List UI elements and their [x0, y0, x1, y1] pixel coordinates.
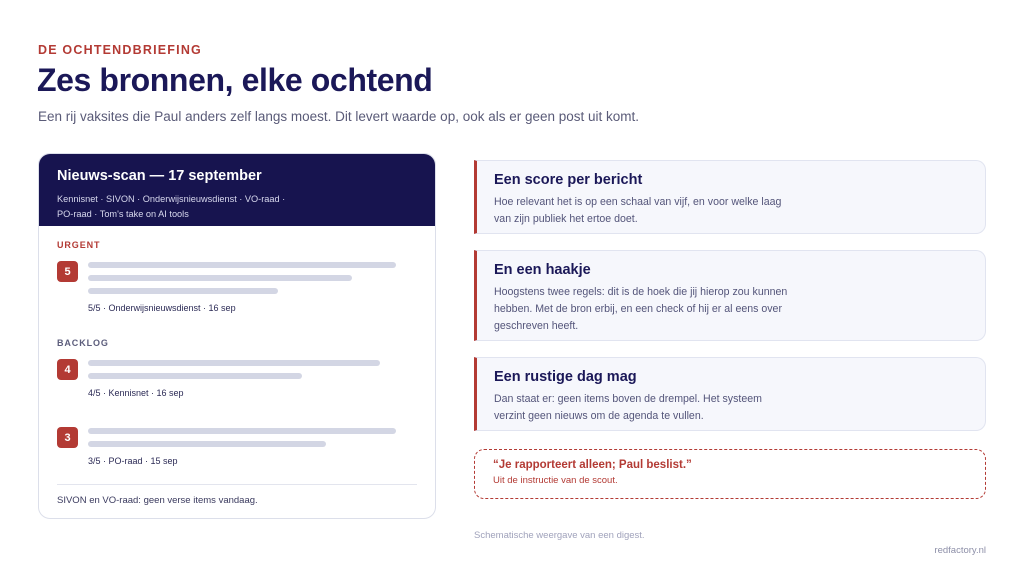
placeholder-line: [88, 360, 380, 366]
digest-divider: [57, 484, 417, 485]
score-badge: 3: [57, 427, 78, 448]
item-meta: 4/5 · Kennisnet · 16 sep: [88, 388, 184, 398]
item-meta: 5/5 · Onderwijsnieuwsdienst · 16 sep: [88, 303, 236, 313]
digest-title: Nieuws-scan — 17 september: [57, 168, 262, 184]
page-title: Zes bronnen, elke ochtend: [37, 62, 433, 98]
digest-sources-line: PO-raad · Tom's take on AI tools: [57, 209, 189, 219]
feature-title: En een haakje: [494, 262, 591, 278]
feature-title: Een rustige dag mag: [494, 369, 637, 385]
digest-sources: [57, 192, 307, 222]
placeholder-line: [88, 373, 302, 379]
feature-card-score: [474, 160, 986, 234]
feature-card-quiet-day: [474, 357, 986, 431]
score-badge: 5: [57, 261, 78, 282]
urgent-label: URGENT: [57, 240, 101, 250]
feature-body: Dan staat er: geen items boven de drempel. Het systeem verzint geen nieuws om de agenda te vullen.: [494, 393, 762, 422]
score-badge: 4: [57, 359, 78, 380]
quote-source: Uit de instructie van de scout.: [493, 475, 618, 486]
backlog-label: BACKLOG: [57, 338, 109, 348]
quote-text: “Je rapporteert alleen; Paul beslist.”: [493, 459, 692, 471]
placeholder-line: [88, 275, 352, 281]
placeholder-line: [88, 441, 326, 447]
feature-title: Een score per bericht: [494, 172, 643, 188]
digest-sources-line: Kennisnet · SIVON · Onderwijsnieuwsdienst · VO-raad ·: [57, 194, 286, 204]
page-subtitle: Een rij vaksites die Paul anders zelf langs moest. Dit levert waarde op, ook als er geen post uit komt.: [38, 109, 640, 124]
placeholder-line: [88, 428, 396, 434]
quote-callout: [474, 449, 986, 499]
eyebrow-label: DE OCHTENDBRIEFING: [38, 43, 202, 57]
digest-footer-note: SIVON en VO-raad: geen verse items vandaag.: [57, 495, 258, 506]
feature-body: Hoogstens twee regels: dit is de hoek die jij hierop zou kunnen hebben. Met de bron erbij, en een check of hij er al eens over geschreven heeft.: [494, 286, 788, 332]
placeholder-line: [88, 262, 396, 268]
digest-header: [39, 154, 435, 226]
feature-card-hook: [474, 250, 986, 341]
feature-body: Hoe relevant het is op een schaal van vijf, en voor welke laag van zijn publiek het ertoe doet.: [494, 196, 782, 225]
item-meta: 3/5 · PO-raad · 15 sep: [88, 456, 178, 466]
figure-caption: Schematische weergave van een digest.: [474, 530, 645, 541]
brand-link[interactable]: redfactory.nl: [934, 545, 986, 556]
placeholder-line: [88, 288, 278, 294]
digest-card: [38, 153, 436, 519]
